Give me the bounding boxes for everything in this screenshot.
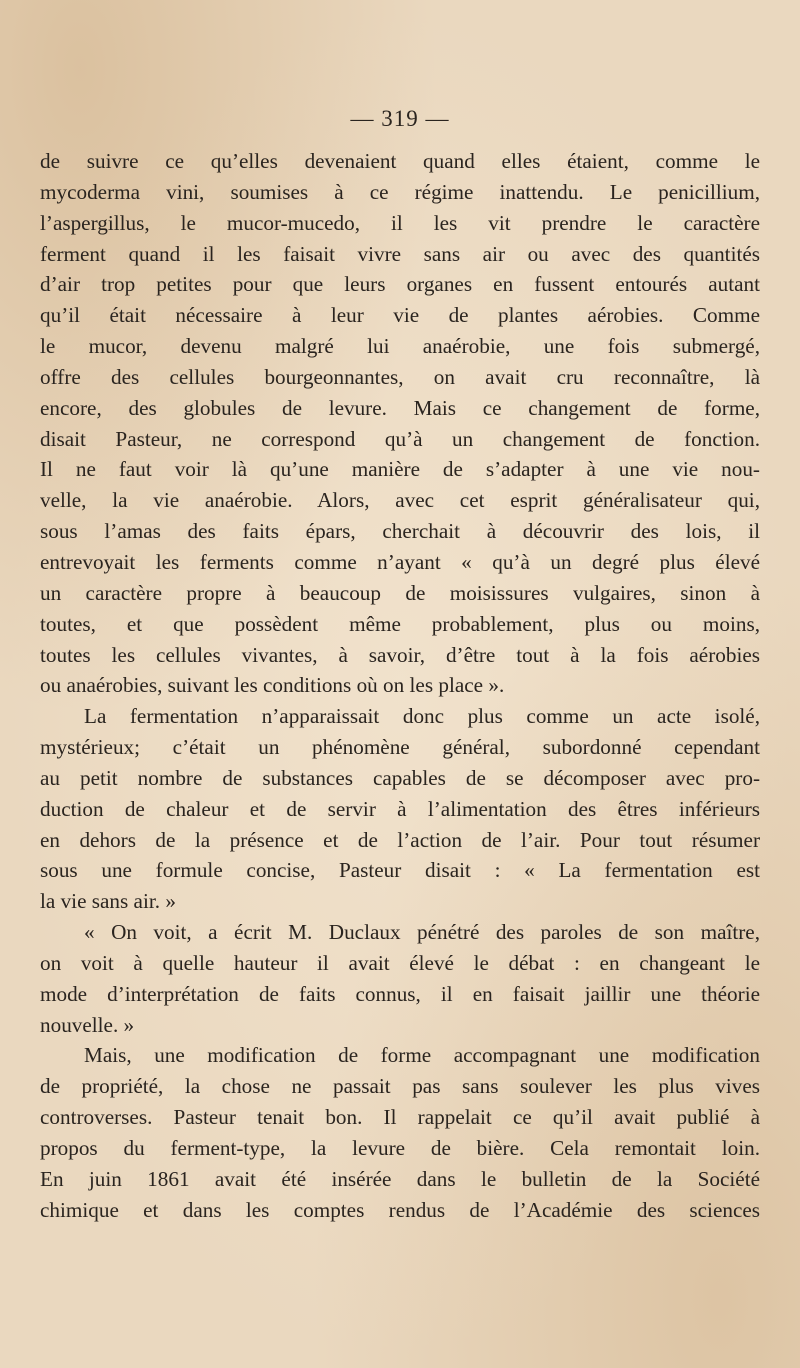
text-line: duction de chaleur et de servir à l’alimentation des êtres inférieurs: [40, 796, 760, 821]
text-line: toutes les cellules vivantes, à savoir, d’être tout à la fois aérobies: [40, 642, 760, 667]
text-line: le mucor, devenu malgré lui anaérobie, une fois submergé,: [40, 334, 760, 359]
text-line: l’aspergillus, le mucor-mucedo, il les vit prendre le caractère: [40, 210, 760, 235]
text-line: on voit à quelle hauteur il avait élevé le débat : en changeant le: [40, 950, 760, 975]
text-line: encore, des globules de levure. Mais ce changement de forme,: [40, 395, 760, 420]
page-number: — 319 —: [350, 106, 450, 131]
paragraph: [40, 1040, 760, 1225]
text-line: controverses. Pasteur tenait bon. Il rappelait ce qu’il avait publié à: [40, 1105, 760, 1130]
text-line: ou anaérobies, suivant les conditions où on les place ».: [40, 673, 505, 698]
paragraph: [40, 146, 760, 701]
text-line: sous l’amas des faits épars, cherchait à découvrir des lois, il: [40, 519, 760, 544]
text-line: de suivre ce qu’elles devenaient quand elles étaient, comme le: [40, 149, 760, 173]
text-line: d’air trop petites pour que leurs organes en fussent entourés autant: [40, 272, 760, 297]
text-line: « On voit, a écrit M. Duclaux pénétré des paroles de son maître,: [84, 920, 760, 945]
text-line: entrevoyait les ferments comme n’ayant « qu’à un degré plus élevé: [40, 549, 760, 574]
text-line: sous une formule concise, Pasteur disait : « La fermentation est: [40, 858, 760, 883]
paragraph: [40, 917, 760, 1040]
text-line: un caractère propre à beaucoup de moisissures vulgaires, sinon à: [40, 580, 760, 605]
book-page: [40, 104, 760, 1226]
text-line: mode d’interprétation de faits connus, il en faisait jaillir une théorie: [40, 981, 760, 1006]
text-line: mycoderma vini, soumises à ce régime inattendu. Le penicillium,: [40, 179, 760, 204]
text-line: toutes, et que possèdent même probablement, plus ou moins,: [40, 611, 760, 636]
text-line: nouvelle. »: [40, 1012, 135, 1037]
text-line: Mais, une modification de forme accompagnant une modification: [84, 1043, 760, 1068]
text-line: velle, la vie anaérobie. Alors, avec cet esprit généralisateur qui,: [40, 488, 760, 513]
text-line: propos du ferment-type, la levure de bière. Cela remontait loin.: [40, 1136, 760, 1160]
text-line: La fermentation n’apparaissait donc plus comme un acte isolé,: [84, 704, 760, 729]
text-line: chimique et dans les comptes rendus de l’Académie des sciences: [40, 1197, 760, 1222]
text-line: ferment quand il les faisait vivre sans air ou avec des quantités: [40, 241, 760, 266]
text-line: qu’il était nécessaire à leur vie de plantes aérobies. Comme: [40, 303, 760, 328]
text-line: Il ne faut voir là qu’une manière de s’adapter à une vie nou-: [40, 457, 760, 482]
text-line: mystérieux; c’était un phénomène général, subordonné cependant: [40, 735, 760, 760]
text-line: la vie sans air. »: [40, 889, 176, 914]
text-line: offre des cellules bourgeonnantes, on avait cru reconnaître, là: [40, 364, 760, 389]
text-line: disait Pasteur, ne correspond qu’à un changement de fonction.: [40, 426, 760, 451]
text-line: au petit nombre de substances capables de se décomposer avec pro-: [40, 765, 760, 790]
paragraph: [40, 701, 760, 917]
text-line: En juin 1861 avait été insérée dans le bulletin de la Société: [40, 1166, 760, 1191]
text-body: [40, 146, 760, 1226]
text-line: en dehors de la présence et de l’action de l’air. Pour tout résumer: [40, 827, 760, 852]
text-line: de propriété, la chose ne passait pas sans soulever les plus vives: [40, 1074, 760, 1099]
